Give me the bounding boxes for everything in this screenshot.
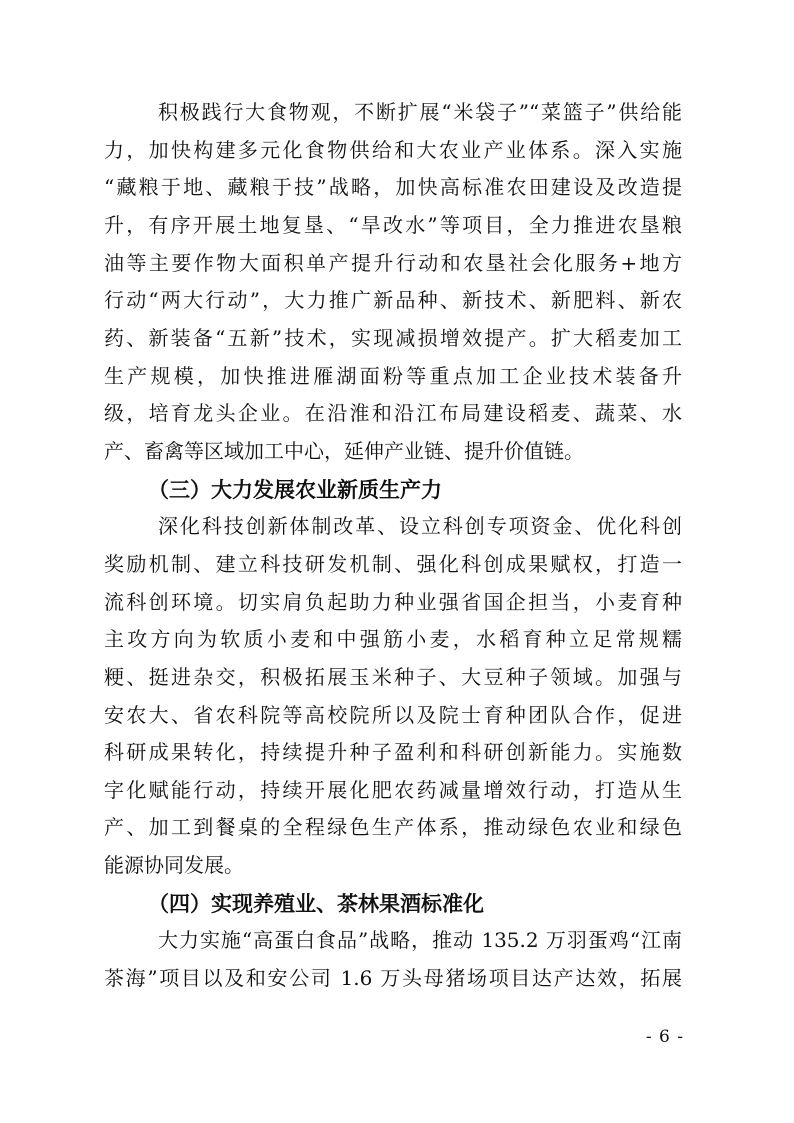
text-line: 生产规模，加快推进雁湖面粉等重点加工企业技术装备升 <box>104 363 682 388</box>
text-line: 粳、挺进杂交，积极拓展玉米种子、大豆种子领域。加强与 <box>104 664 682 689</box>
text-line: 流科创环境。切实肩负起助力种业强省国企担当，小麦育种 <box>104 589 682 614</box>
text-line: 行动“两大行动”，大力推广新品种、新技术、新肥料、新农 <box>104 288 682 313</box>
text-line: 升，有序开展土地复垦、“旱改水”等项目，全力推进农垦粮 <box>104 212 682 237</box>
text-line: 深化科技创新体制改革、设立科创专项资金、优化科创 <box>158 514 682 539</box>
text-line: 大力实施“高蛋白食品”战略，推动 135.2 万羽蛋鸡“江南 <box>158 928 682 953</box>
section-heading: （三）大力发展农业新质生产力 <box>148 476 442 502</box>
text-line: 产、加工到餐桌的全程绿色生产体系，推动绿色农业和绿色 <box>104 815 682 840</box>
text-line: 奖励机制、建立科技研发机制、强化科创成果赋权，打造一 <box>104 551 682 576</box>
page-number: - 6 - <box>645 1027 684 1047</box>
text-line: 药、新装备“五新”技术，实现减损增效提产。扩大稻麦加工 <box>104 325 682 350</box>
text-line: “藏粮于地、藏粮于技”战略，加快高标准农田建设及改造提 <box>104 175 682 200</box>
text-line: 力，加快构建多元化食物供给和大农业产业体系。深入实施 <box>104 137 682 162</box>
text-line: 油等主要作物大面积单产提升行动和农垦社会化服务+地方 <box>104 250 682 275</box>
text-line: 茶海”项目以及和安公司 1.6 万头母猪场项目达产达效，拓展 <box>104 966 682 991</box>
document-body <box>104 94 682 998</box>
text-line: 级，培育龙头企业。在沿淮和沿江布局建设稻麦、蔬菜、水 <box>104 401 682 426</box>
text-line: 能源协同发展。 <box>104 853 244 878</box>
text-line: 安农大、省农科院等高校院所以及院士育种团队合作，促进 <box>104 702 682 727</box>
text-line: 主攻方向为软质小麦和中强筋小麦，水稻育种立足常规糯 <box>104 627 682 652</box>
text-line: 字化赋能行动，持续开展化肥农药减量增效行动，打造从生 <box>104 777 682 802</box>
text-line: 产、畜禽等区域加工中心，延伸产业链、提升价值链。 <box>104 438 584 463</box>
text-line: 科研成果转化，持续提升种子盈利和科研创新能力。实施数 <box>104 740 682 765</box>
section-heading: （四）实现养殖业、茶林果酒标准化 <box>148 890 484 916</box>
text-line: 积极践行大食物观，不断扩展“米袋子”“菜篮子”供给能 <box>158 100 682 124</box>
